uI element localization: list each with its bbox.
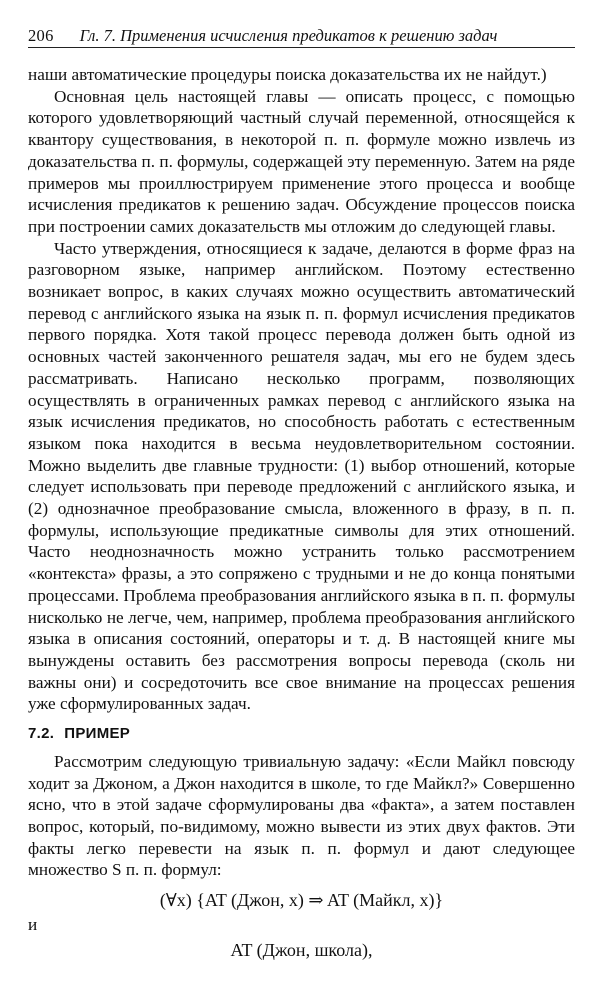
page-body [28,64,575,961]
formula-second: AT (Джон, школа), [230,939,373,960]
section-heading [28,723,575,745]
paragraph-chapter-goal: Основная цель настоящей главы — описать процесс, с помощью которого удовлетворяющий частный случай переменной, относящейся к квантору существования, в некоторой п. п. формуле можно извлечь из доказательства п. п. формулы, содержащей эту переменную. Затем на ряде примеров мы проиллюстрируем применение этого процесса и вообще исчисления предикатов к решению задач. Обсуждение процессов поиска при построении самих доказательств мы отложим до следующей главы. [28,86,575,236]
formula-first: (∀x) {AT (Джон, x) ⇒ AT (Майкл, x)} [159,890,444,911]
header-rule [28,47,575,48]
section-number: 7.2. [28,725,55,743]
formula-conjunction: и [28,915,38,935]
page-header [28,26,575,46]
paragraph-natural-language: Часто утверждения, относящиеся к задаче, делаются в форме фраз на разговорном языке, например английском. Поэтому естественно возникает вопрос, в каких случаях можно осуществить автоматический перевод с английского языка на язык п. п. формул исчисления предикатов первого порядка. Хотя такой процесс перевода должен быть одной из основных частей законченного решателя задач, мы его не будем здесь рассматривать. Написано несколько программ, позволяющих осуществлять в ограниченных рамках перевод с английского языка на язык исчисления предикатов, но способность работать с естественным языком пока находится в весьма неудовлетворительном состоянии. Можно выделить две главные трудности: (1) выбор отношений, которые следует использовать при переводе предложений с английского языка, и (2) однозначное преобразование смысла, вложенного в фразу, в п. п. формулы, использующие предикатные символы для этих отношений. Часто неоднозначность можно устранить только рассмотрением «контекста» фразы, а это сопряжено с трудными и не до конца понятыми процессами. Проблема преобразования английского языка в п. п. формулы нисколько не легче, чем, например, проблема преобразования английского языка в описания состояний, операторы и т. д. В настоящей книге мы вынуждены оставить без рассмотрения вопросы перевода (сколь ни важны они) и сосредоточить все свое внимание на процессах решения уже сформулированных задач. [28,238,575,714]
running-title: Гл. 7. Применения исчисления предикатов к решению задач [79,26,498,45]
section-title: ПРИМЕР [64,725,131,743]
paragraph-example: Рассмотрим следующую тривиальную задачу: «Если Майкл повсюду ходит за Джоном, а Джон находится в школе, то где Майкл?» Совершенно ясно, что в этой задаче сформулированы два «факта», а затем поставлен вопрос, который, по-видимому, можно вывести из этих двух фактов. Эти факты легко перевести на язык п. п. формул и дают следующее множество S п. п. формул: [28,751,575,880]
page-number: 206 [28,26,54,45]
paragraph-continuation: наши автоматические процедуры поиска доказательства их не найдут.) [28,65,547,84]
